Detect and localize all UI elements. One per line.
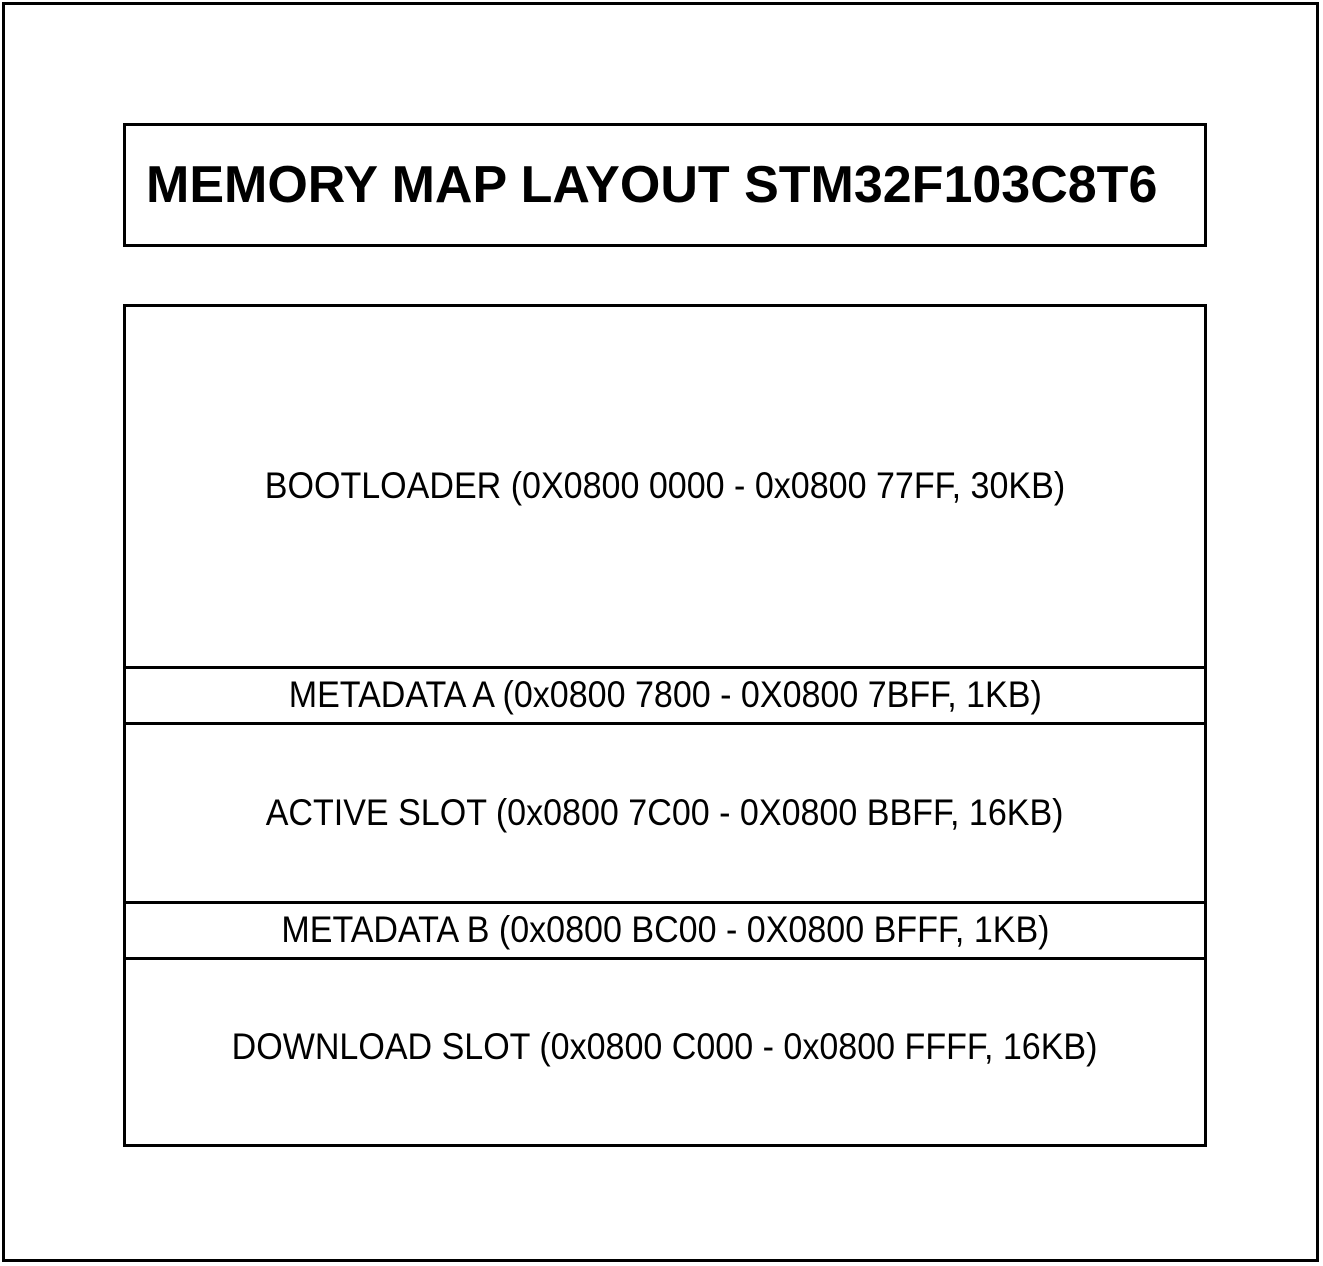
memory-region-label: METADATA B (0x0800 BC00 - 0X0800 BFFF, 1KB)	[280, 909, 1050, 951]
memory-region-bootloader	[126, 307, 1204, 666]
memory-region-download-slot	[126, 957, 1204, 1135]
memory-region-label: METADATA A (0x0800 7800 - 0X0800 7BFF, 1KB)	[288, 674, 1042, 716]
memory-map-table	[123, 304, 1207, 1147]
memory-region-active-slot	[126, 722, 1204, 901]
memory-region-label: ACTIVE SLOT (0x0800 7C00 - 0X0800 BBFF, 16KB)	[266, 791, 1064, 833]
memory-region-label: BOOTLOADER (0X0800 0000 - 0x0800 77FF, 30KB)	[264, 465, 1066, 507]
page-frame	[2, 2, 1319, 1262]
memory-region-metadata-b	[126, 901, 1204, 957]
page-title: MEMORY MAP LAYOUT STM32F103C8T6	[146, 156, 1158, 214]
title-box	[123, 123, 1207, 247]
memory-region-metadata-a	[126, 666, 1204, 722]
memory-region-label: DOWNLOAD SLOT (0x0800 C000 - 0x0800 FFFF, 16KB)	[232, 1026, 1098, 1068]
